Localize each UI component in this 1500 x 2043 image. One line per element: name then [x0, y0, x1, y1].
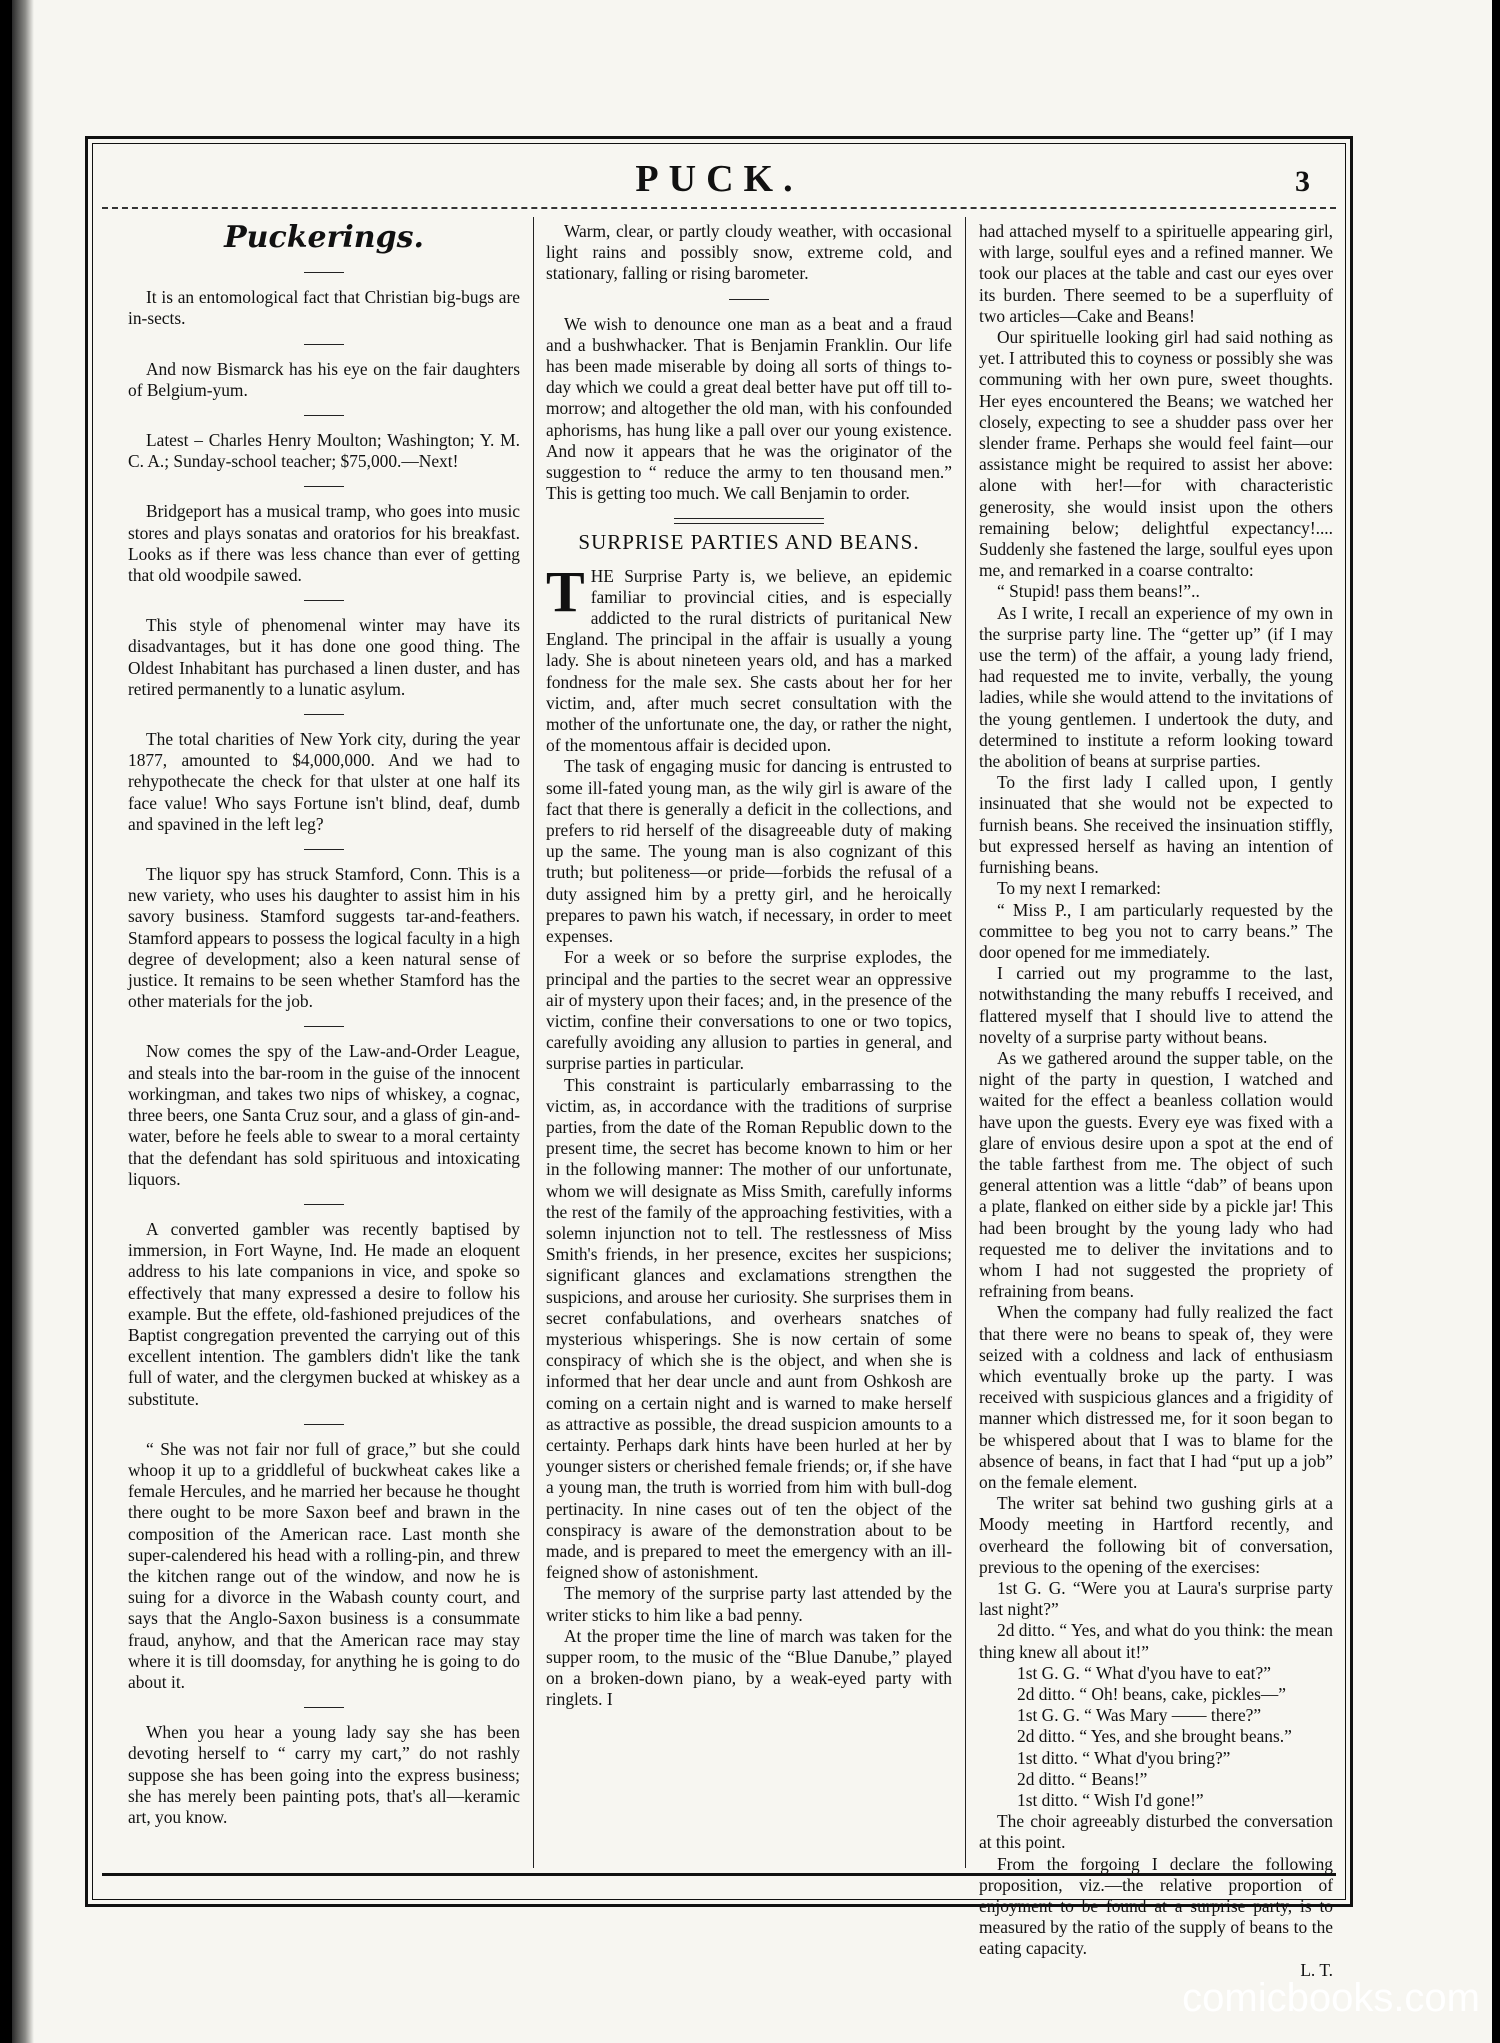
separator — [304, 1424, 344, 1425]
header-rule — [102, 207, 1336, 209]
separator — [304, 344, 344, 345]
separator — [304, 1707, 344, 1708]
paragraph: The writer sat behind two gushing girls at a Moody meeting in Hartford recently, and overheard the following bit of conversation, previous to the opening of the exercises: — [979, 1493, 1333, 1577]
separator — [729, 299, 769, 300]
paragraph: To the first lady I called upon, I gently insinuated that she would not be expected to furnish beans. She received the insinuation stiffly, but expressed herself as having an intention of furnishing beans. — [979, 772, 1333, 878]
drop-cap: T — [546, 558, 585, 624]
paragraph: This style of phenomenal winter may have its disadvantages, but it has done one good thing. The Oldest Inhabitant has purchased a linen duster, and has retired permanently to a lunatic asylum. — [128, 615, 520, 699]
paragraph: As I write, I recall an experience of my own in the surprise party line. The “getter up” (if I may use the term) of the affair, a young lady friend, had requested me to invite, verbally, the young ladies, while she would attend to the invitations of the young gentlemen. I undertook the duty, and determined to institute a reform looking toward the abolition of beans at surprise parties. — [979, 602, 1333, 772]
paragraph: When you hear a young lady say she has been devoting herself to “ carry my cart,” do not rashly suppose she has been going into the express business; she has merely been painting pots, that's all—keramic art, you know. — [128, 1722, 520, 1827]
paragraph: Now comes the spy of the Law-and-Order League, and steals into the bar-room in the guise of the innocent workingman, and takes two nips of whiskey, a cognac, three beers, one Santa Cruz sour, and a glass of gin-and-water, before he feels able to swear to a moral certainty that the defendant has sold spirituous and intoxicating liquors. — [128, 1041, 520, 1189]
section-heading: Puckerings. — [224, 220, 424, 255]
separator — [304, 714, 344, 715]
dialogue-line: 1st G. G. “ Was Mary —— there?” — [1017, 1705, 1262, 1726]
paragraph: At the proper time the line of march was taken for the supper room, to the music of the “Blue Danube,” played on a broken-down piano, by a weak-eyed party with ringlets. I — [546, 1625, 952, 1710]
paragraph: 2d ditto. “ Yes, and what do you think: the mean thing knew all about it!” — [979, 1620, 1333, 1662]
article-title: SURPRISE PARTIES AND BEANS. — [578, 530, 920, 555]
paragraph: The memory of the surprise party last attended by the writer sticks to him like a bad penny. — [546, 1583, 952, 1625]
paragraph: When the company had fully realized the fact that there were no beans to speak of, they were seized with a coldness and lack of enthusiasm which eventually broke up the party. I was received with suspicious glances and a frigidity of manner which distressed me, for it soon began to be whispered about that I was to blame for the absence of beans, in fact that I had “put up a job” on the female element. — [979, 1302, 1333, 1492]
article-lead-text: HE Surprise Party is, we believe, an epidemic familiar to provincial cities, and is especially addicted to the rural districts of puritanical New England. The principal in the affair is usually a young lady. She is about nineteen years old, and has a marked fondness for the male sex. She casts about her for her victim, and, after much secret consultation with the mother of the unfortunate one, the day, or rather the night, of the momentous affair is decided upon. — [546, 565, 952, 756]
dialogue-line: 1st ditto. “ Wish I'd gone!” — [1017, 1790, 1204, 1811]
separator — [304, 486, 344, 487]
watermark: comicbooks.com — [1182, 1976, 1480, 2020]
dialogue-line: 1st ditto. “ What d'you bring?” — [1017, 1747, 1231, 1768]
paragraph: Latest – Charles Henry Moulton; Washington; Y. M. C. A.; Sunday-school teacher; $75,000.—Next! — [128, 430, 520, 472]
signature: L. T. — [1300, 1959, 1333, 1980]
paragraph: This constraint is particularly embarrassing to the victim, as, in accordance with the traditions of surprise parties, from the date of the Roman Republic down to the present time, the secret has become known to him or her in the following manner: The mother of our unfortunate, whom we will designate as Miss Smith, carefully informs the rest of the family of the approaching festivities, with a solemn injunction not to tell. The restlessness of Miss Smith's friends, in her presence, excites her suspicions; significant glances and exclamations strengthen the suspicions, and arouse her curiosity. She surprises them in secret confabulations, and overhears snatches of mysterious whisperings. She is now certain of some conspiracy of which she is the object, and when she is informed that her dear uncle and aunt from Oshkosh are coming on a certain night and is warned to make herself as attractive as possible, the dread suspicion amounts to a certainty. Perhaps dark hints have been hurled at her by younger sisters or cherished female friends; or, if she have a young man, the truth is worried from him with bull-dog pertinacity. In nine cases out of ten the object of the conspiracy is aware of the demonstration about to be made, and is prepared to meet the emergency with an ill-feigned show of astonishment. — [546, 1074, 952, 1583]
page-frame — [85, 136, 1353, 1980]
dialogue-line: 2d ditto. “ Oh! beans, cake, pickles—” — [1017, 1684, 1286, 1705]
paragraph: From the forgoing I declare the following proposition, viz.—the relative proportion of enjoyment to be found at a surprise party, is to measured by the ratio of the supply of beans to the eating capacity. — [979, 1853, 1333, 1959]
article-lead — [546, 558, 952, 757]
column-divider — [965, 217, 966, 1868]
paragraph: We wish to denounce one man as a beat and a fraud and a bushwhacker. That is Benjamin Franklin. Our life has been made miserable by doing all sorts of things to-day which we could a great deal better have put off till to-morrow; and altogether the old man, with his confounded aphorisms, has hung like a pall over our young existence. And now it appears that he was the originator of the suggestion to “ reduce the army to ten thousand men.” This is getting too much. We call Benjamin to order. — [546, 313, 952, 504]
footer-rule — [102, 1873, 1336, 1876]
dialogue-line: 2d ditto. “ Yes, and she brought beans.” — [1017, 1726, 1292, 1747]
paragraph: I carried out my programme to the last, notwithstanding the many rebuffs I received, and flattered myself that I should live to attend the novelty of a surprise party without beans. — [979, 963, 1333, 1047]
magazine-page — [12, 0, 1492, 2043]
paragraph: had attached myself to a spirituelle appearing girl, with large, soulful eyes and a refined manner. We took our places at the table and cast our eyes over its burden. There seemed to be a superfluity of two articles—Cake and Beans! — [979, 221, 1333, 326]
paragraph: The choir agreeably disturbed the conversation at this point. — [979, 1811, 1333, 1853]
paragraph: A converted gambler was recently baptised by immersion, in Fort Wayne, Ind. He made an eloquent address to his late companions in vice, and spoke so effectively that many expressed a desire to follow his example. But the effete, old-fashioned prejudices of the Baptist congregation prevented the carrying out of this excellent intention. The gamblers didn't like the tank full of water, and the clergymen bucked at whiskey as a substitute. — [128, 1218, 520, 1409]
paragraph: The task of engaging music for dancing is entrusted to some ill-fated young man, as the wily girl is aware of the fact that there is generally a deficit in the collections, and prefers to rid herself of the disagreeable duty of making up the same. The young man is also cognizant of this truth; but politeness—or pride—forbids the refusal of a duty assigned him by a pretty girl, and he heroically prepares to pawn his watch, if necessary, in order to meet expenses. — [546, 756, 952, 947]
column-1 — [128, 221, 520, 1828]
paragraph: And now Bismarck has his eye on the fair daughters of Belgium-yum. — [128, 358, 520, 400]
column-2 — [546, 221, 952, 1711]
paragraph: To my next I remarked: — [997, 878, 1161, 899]
paragraph: For a week or so before the surprise explodes, the principal and the parties to the secret wear an oppressive air of mystery upon their faces; and, in the presence of the victim, confine their conversations to one or two topics, carefully avoiding any allusion to parties in general, and surprise parties in particular. — [546, 947, 952, 1074]
paragraph: “ Miss P., I am particularly requested by the committee to beg you not to carry beans.” The door opened for me immediately. — [979, 899, 1333, 962]
page-number: 3 — [1295, 165, 1310, 198]
paragraph: As we gathered around the supper table, on the night of the party in question, I watched and waited for the effect a beanless collation would have upon the guests. Every eye was fixed with a glare of envious desire upon a spot at the end of the table farthest from me. The object of such general attention was a little “dab” of beans upon a plate, flanked on either side by a pickle jar! This had been brought by the young lady who had requested me to deliver the invitations and to whom I had not suggested the propriety of refraining from beans. — [979, 1047, 1333, 1302]
paragraph: It is an entomological fact that Christian big-bugs are in-sects. — [128, 287, 520, 329]
masthead: PUCK. — [635, 158, 803, 200]
column-divider — [533, 217, 534, 1868]
separator — [304, 1026, 344, 1027]
column-3 — [979, 221, 1333, 1981]
paragraph: 1st G. G. “Were you at Laura's surprise party last night?” — [979, 1578, 1333, 1620]
paragraph: Our spirituelle looking girl had said nothing as yet. I attributed this to coyness or possibly she was communing with her own pure, sweet thoughts. Her eyes encountered the Beans; we watched her closely, expecting to see a shudder pass over her slender frame. Perhaps she would feel faint—our assistance might be required to assist her above: alone with her!—for with characteristic generosity, she would insist upon the others remaining below; delightful expectancy!.... Suddenly she fastened the large, soulful eyes upon me, and remarked in a coarse contralto: — [979, 327, 1333, 581]
separator — [304, 1204, 344, 1205]
paragraph: Warm, clear, or partly cloudy weather, with occasional light rains and possibly snow, extreme cold, and stationary, falling or rising barometer. — [546, 221, 952, 284]
paragraph: “ She was not fair nor full of grace,” but she could whoop it up to a griddleful of buckwheat cakes like a female Hercules, and he married her because he thought there ought to be more Saxon beef and brawn in the composition of the American race. Last month she super-calendered his head with a rolling-pin, and threw the kitchen range out of the window, and now he is suing for a divorce in the Wabash county court, and says that the Anglo-Saxon business is a consummate fraud, anyhow, and that the American race may stay where it is till doomsday, for anything he is going to do about it. — [128, 1438, 520, 1692]
separator — [304, 272, 344, 273]
separator — [304, 600, 344, 601]
paragraph: The liquor spy has struck Stamford, Conn. This is a new variety, who uses his daughter to assist him in his savory business. Stamford suggests tar-and-feathers. Stamford appears to possess the logical faculty in a high degree of development; also a keen natural sense of justice. It remains to be seen whether Stamford has the other materials for the job. — [128, 864, 520, 1012]
paragraph: The total charities of New York city, during the year 1877, amounted to $4,000,000. And we had to rehypothecate the check for that ulster at one half its face value! Who says Fortune isn't blind, deaf, dumb and spavined in the left leg? — [128, 729, 520, 834]
dialogue-line: 1st G. G. “ What d'you have to eat?” — [1017, 1662, 1271, 1683]
paragraph: “ Stupid! pass them beans!”.. — [997, 581, 1200, 602]
separator — [304, 415, 344, 416]
paragraph: Bridgeport has a musical tramp, who goes into music stores and plays sonatas and oratorios for his breakfast. Looks as if there was less chance than ever of getting that old woodpile sawed. — [128, 501, 520, 586]
separator — [304, 849, 344, 850]
dialogue-line: 2d ditto. “ Beans!” — [1017, 1768, 1148, 1789]
double-rule — [674, 518, 824, 524]
